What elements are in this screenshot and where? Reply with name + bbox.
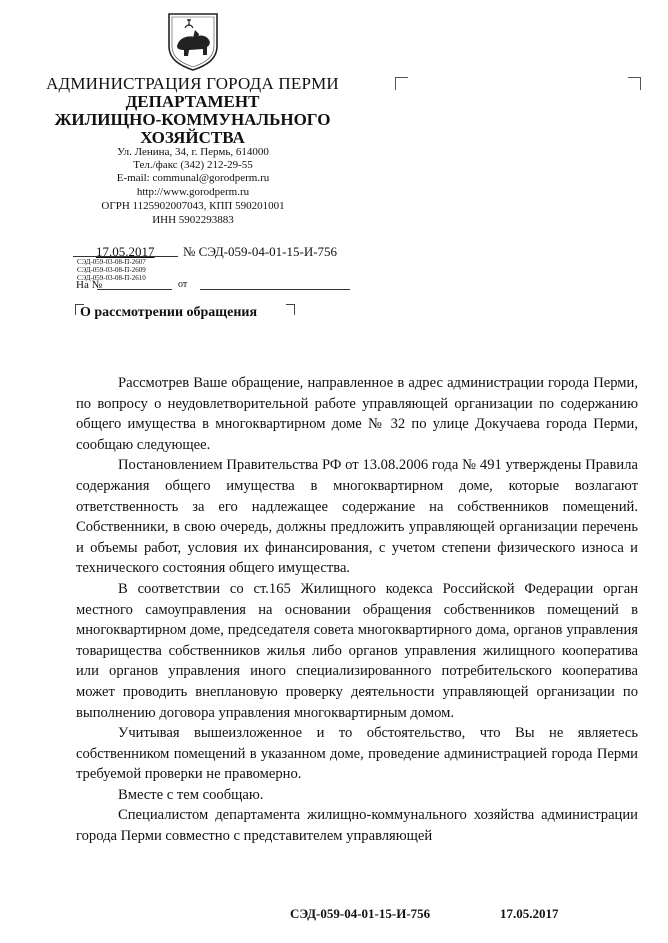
paragraph-4: Учитывая вышеизложенное и то обстоятельство, что Вы не являетесь собственником помещений в указанном доме, проведение администрацией города Перми требуемой проверки не правомерно.	[76, 725, 638, 783]
reply-date-label: от	[178, 279, 188, 290]
email: E-mail: communal@gorodperm.ru	[116, 172, 270, 184]
address: Ул. Ленина, 34, г. Пермь, 614000	[117, 146, 269, 158]
department-line-3: ХОЗЯЙСТВА	[140, 128, 245, 147]
inn: ИНН 5902293883	[152, 214, 234, 226]
phone: Тел./факс (342) 212-29-55	[133, 159, 253, 171]
reply-to-label: На №	[76, 279, 103, 291]
subject-bracket-right	[286, 304, 295, 315]
city-coat-of-arms-icon	[163, 10, 223, 72]
related-doc-1: СЭД-059-03-08-П-2607	[77, 258, 146, 266]
paragraph-3: В соответствии со ст.165 Жилищного кодекса Российской Федерации орган местного самоуправления на основании обращения собственников помещений в многоквартирном доме, председателя совета многоквартирного дома, органов управления товарищества собственников жилья либо органов управления жилищного кооператива или органов управления иного специализированного потребительского кооператива может проводить внеплановую проверку деятельности управляющей организации по выполнению договора управления многоквартирным домом.	[76, 580, 638, 721]
ogrn: ОГРН 1125902007043, КПП 590201001	[101, 200, 285, 212]
addressee-corner-right	[628, 77, 641, 90]
administration-title: АДМИНИСТРАЦИЯ ГОРОДА ПЕРМИ	[46, 74, 339, 93]
registration-date-line	[73, 256, 178, 257]
letter-body	[76, 373, 638, 847]
department-line-2: ЖИЛИЩНО-КОММУНАЛЬНОГО	[54, 110, 331, 129]
registration-date: 17.05.2017	[96, 244, 155, 259]
website: http://www.gorodperm.ru	[136, 186, 250, 198]
registration-number: № СЭД-059-04-01-15-И-756	[183, 244, 338, 259]
footer-date: 17.05.2017	[500, 906, 559, 921]
paragraph-6: Специалистом департамента жилищно-коммунального хозяйства администрации города Перми совместно с представителем управляющей	[76, 807, 638, 845]
paragraph-1: Рассмотрев Ваше обращение, направленное в адрес администрации города Перми, по вопросу о неудовлетворительной работе управляющей организации по содержанию общего имущества в многоквартирном доме № 32 по улице Докучаева города Перми, сообщаю следующее.	[76, 375, 638, 453]
department-line-1: ДЕПАРТАМЕНТ	[125, 92, 260, 111]
footer-doc-number: СЭД-059-04-01-15-И-756	[290, 906, 431, 921]
reply-to-line	[97, 289, 172, 290]
paragraph-5: Вместе с тем сообщаю.	[118, 786, 264, 803]
paragraph-2: Постановлением Правительства РФ от 13.08.2006 года № 491 утверждены Правила содержания общего имущества в многоквартирном доме, которые возлагают ответственность за его надлежащее содержание на собственников помещений. Собственники, в свою очередь, должны предложить управляющей организации перечень и объемы работ, условия их финансирования, с учетом степени физического износа и технического состояния общего имущества.	[76, 457, 638, 577]
reply-date-line	[200, 289, 350, 290]
addressee-corner-left	[395, 77, 408, 90]
department-name	[40, 93, 345, 147]
letter-subject: О рассмотрении обращения	[80, 305, 258, 320]
related-doc-3: СЭД-059-03-08-П-2610	[77, 274, 146, 282]
related-doc-2: СЭД-059-03-08-П-2609	[77, 266, 146, 274]
